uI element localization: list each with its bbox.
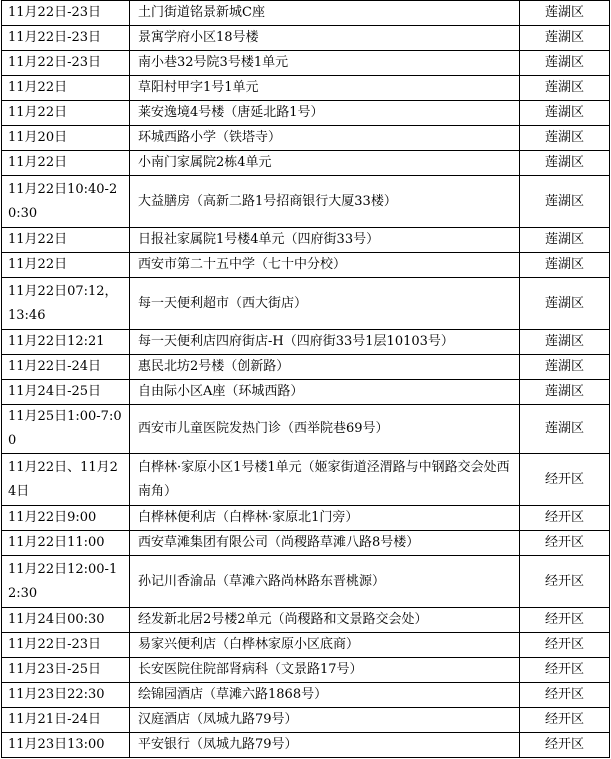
place-cell: 西安市儿童医院发热门诊（西举院巷69号） [130,405,520,454]
place-cell: 景寓学府小区18号楼 [130,26,520,51]
table-row [2,658,610,683]
table-row [2,76,610,101]
place-cell: 白桦林便利店（白桦林·家原北1门旁） [130,506,520,531]
place-cell: 易家兴便利店（白桦林家原小区底商） [130,633,520,658]
table-row [2,454,610,506]
locations-table [1,0,610,758]
place-cell: 小南门家属院2栋4单元 [130,151,520,176]
district-cell: 经开区 [520,608,610,633]
table-row [2,176,610,228]
date-cell: 11月25日1:00-7:00 [2,405,130,454]
table-row [2,51,610,76]
district-cell: 经开区 [520,506,610,531]
date-cell: 11月24日00:30 [2,608,130,633]
place-cell: 孙记川香渝品（草滩六路尚林路东晋桃源） [130,556,520,608]
date-cell: 11月20日 [2,126,130,151]
table-row [2,151,610,176]
district-cell: 莲湖区 [520,151,610,176]
date-cell: 11月22日 [2,151,130,176]
place-cell: 平安银行（凤城九路79号） [130,733,520,758]
district-cell: 经开区 [520,658,610,683]
table-row [2,330,610,355]
place-cell: 长安医院住院部肾病科（文景路17号） [130,658,520,683]
district-cell: 经开区 [520,633,610,658]
place-cell: 土门街道铭景新城C座 [130,1,520,26]
district-cell: 莲湖区 [520,355,610,380]
district-cell: 经开区 [520,454,610,506]
date-cell: 11月22日-23日 [2,51,130,76]
district-cell: 莲湖区 [520,278,610,330]
date-cell: 11月23日-25日 [2,658,130,683]
date-cell: 11月22日 [2,228,130,253]
table-row [2,355,610,380]
date-cell: 11月22日10:40-20:30 [2,176,130,228]
district-cell: 经开区 [520,683,610,708]
place-cell: 南小巷32号院3号楼1单元 [130,51,520,76]
district-cell: 莲湖区 [520,26,610,51]
table-row [2,608,610,633]
table-row [2,683,610,708]
table-row [2,228,610,253]
district-cell: 莲湖区 [520,330,610,355]
table-row [2,633,610,658]
place-cell: 惠民北坊2号楼（创新路） [130,355,520,380]
table-row [2,101,610,126]
district-cell: 莲湖区 [520,380,610,405]
table-row [2,733,610,758]
date-cell: 11月24日-25日 [2,380,130,405]
place-cell: 每一天便利店四府街店-H（四府街33号1层10103号） [130,330,520,355]
date-cell: 11月23日13:00 [2,733,130,758]
place-cell: 西安草滩集团有限公司（尚稷路草滩八路8号楼） [130,531,520,556]
date-cell: 11月22日12:21 [2,330,130,355]
district-cell: 莲湖区 [520,51,610,76]
table-row [2,708,610,733]
district-cell: 经开区 [520,531,610,556]
district-cell: 莲湖区 [520,176,610,228]
date-cell: 11月22日 [2,101,130,126]
table-row [2,506,610,531]
place-cell: 绘锦园酒店（草滩六路1868号） [130,683,520,708]
date-cell: 11月22日-23日 [2,26,130,51]
table-row [2,380,610,405]
district-cell: 莲湖区 [520,253,610,278]
table-row [2,126,610,151]
place-cell: 大益膳房（高新二路1号招商银行大厦33楼） [130,176,520,228]
table-row [2,531,610,556]
date-cell: 11月22日 [2,76,130,101]
place-cell: 莱安逸境4号楼（唐延北路1号） [130,101,520,126]
date-cell: 11月22日-24日 [2,355,130,380]
district-cell: 莲湖区 [520,1,610,26]
date-cell: 11月22日12:00-12:30 [2,556,130,608]
district-cell: 经开区 [520,556,610,608]
date-cell: 11月22日-23日 [2,1,130,26]
table-row [2,26,610,51]
place-cell: 环城西路小学（铁塔寺） [130,126,520,151]
table-row [2,1,610,26]
table-row [2,405,610,454]
district-cell: 莲湖区 [520,405,610,454]
district-cell: 经开区 [520,708,610,733]
district-cell: 莲湖区 [520,126,610,151]
date-cell: 11月22日11:00 [2,531,130,556]
place-cell: 西安市第二十五中学（七十中分校） [130,253,520,278]
place-cell: 白桦林·家原小区1号楼1单元（姬家街道泾渭路与中钢路交会处西南角） [130,454,520,506]
place-cell: 草阳村甲字1号1单元 [130,76,520,101]
date-cell: 11月22日9:00 [2,506,130,531]
date-cell: 11月21日-24日 [2,708,130,733]
date-cell: 11月22日07:12，13:46 [2,278,130,330]
table-row [2,253,610,278]
district-cell: 莲湖区 [520,76,610,101]
district-cell: 莲湖区 [520,228,610,253]
district-cell: 经开区 [520,733,610,758]
district-cell: 莲湖区 [520,101,610,126]
place-cell: 经发新北居2号楼2单元（尚稷路和文景路交会处） [130,608,520,633]
place-cell: 每一天便利超市（西大街店） [130,278,520,330]
place-cell: 汉庭酒店（凤城九路79号） [130,708,520,733]
place-cell: 自由际小区A座（环城西路） [130,380,520,405]
table-row [2,556,610,608]
date-cell: 11月22日、11月24日 [2,454,130,506]
date-cell: 11月23日22:30 [2,683,130,708]
table-row [2,278,610,330]
date-cell: 11月22日 [2,253,130,278]
place-cell: 日报社家属院1号楼4单元（四府街33号） [130,228,520,253]
date-cell: 11月22日-23日 [2,633,130,658]
